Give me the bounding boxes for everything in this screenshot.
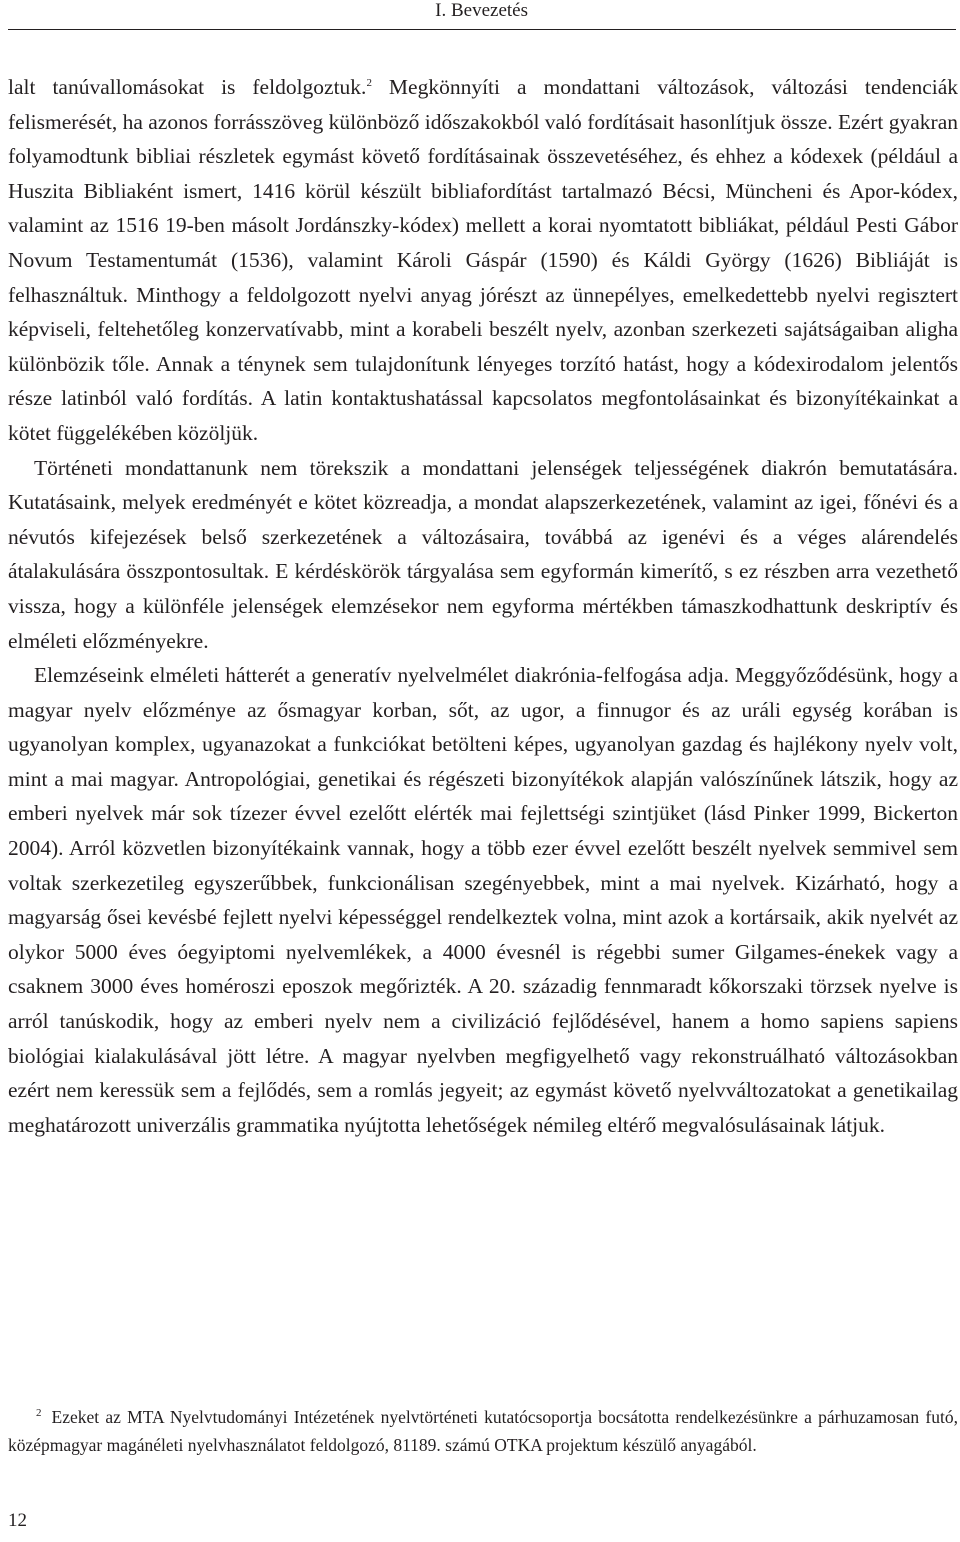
paragraph-1-start: lalt tanúvallomásokat is feldolgoztuk. xyxy=(8,75,367,99)
running-header xyxy=(0,0,960,34)
body-text xyxy=(8,70,958,1142)
footnote-number: 2 xyxy=(36,1407,42,1420)
footnote xyxy=(8,1404,958,1460)
footnote-text: Ezeket az MTA Nyelvtudományi Intézetének nyelvtörténeti kutatócsoportja bocsátotta rendelkezésünkre a párhuzamosan futó, középmagyar magánéleti nyelvhasználatot feldolgozó, 81189. számú OTKA projektum készülő anyagából. xyxy=(8,1407,958,1455)
footnote-reference[interactable]: 2 xyxy=(366,76,372,89)
paragraph-1-rest: Megkönnyíti a mondattani változások, változási tendenciák felismerését, ha azonos forrásszöveg különböző időszakokból való fordításait hasonlítjuk össze. Ezért gyakran folyamodtunk bibliai részletek egymást követő fordításainak összevetéséhez, és ehhez a kódexek (például a Huszita Bibliaként ismert, 1416 körül készült bibliafordítást tartalmazó Bécsi, Müncheni és Apor-kódex, valamint az 1516 19-ben másolt Jordánszky-kódex) mellett a korai nyomtatott bibliákat, például Pesti Gábor Novum Testamentumát (1536), valamint Károli Gáspár (1590) és Káldi György (1626) Bibliáját is felhasználtuk. Minthogy a feldolgozott nyelvi anyag jórészt az ünnepélyes, emelkedettebb nyelvi regisztert képviseli, feltehetőleg konzervatívabb, mint a korabeli beszélt nyelv, azonban szerkezeti sajátságaiban aligha különbözik tőle. Annak a ténynek sem tulajdonítunk lényeges torzító hatást, hogy a kódexirodalom jelentős része latinból való fordítás. A latin kontaktushatással kapcsolatos megfontolásainkat és bizonyítékainkat a kötet függelékében közöljük. xyxy=(8,75,959,445)
header-rule xyxy=(8,29,956,30)
chapter-title: I. Bevezetés xyxy=(435,0,528,21)
paragraph-3: Elemzéseink elméleti hátterét a generatív nyelvelmélet diakrónia-felfogása adja. Meggyőződésünk, hogy a magyar nyelv előzménye az ősmagyar korban, sőt, az ugor, a finnugor és az uráli egység korában is ugyanolyan komplex, ugyanazokat a funkciókat betölteni képes, ugyanolyan gazdag és hajlékony nyelv volt, mint a mai magyar. Antropológiai, genetikai és régészeti bizonyítékok alapján valószínűnek látszik, hogy az emberi nyelvek már sok tízezer évvel ezelőtt elérték mai fejlettségi szintjüket (lásd Pinker 1999, Bickerton 2004). Arról közvetlen bizonyítékaink vannak, hogy a több ezer évvel ezelőtt beszélt nyelvek semmivel sem voltak szerkezetileg egyszerűbbek, funkcionálisan szegényebbek, mint a mai nyelvek. Kizárható, hogy a magyarság ősei kevésbé fejlett nyelvi képességgel rendelkeztek volna, mint azok a kortársaik, akik nyelvét az olykor 5000 éves óegyiptomi nyelvemlékek, a 4000 évesnél is régebbi sumer Gilgames-énekek vagy a csaknem 3000 éves homéroszi eposzok megőrizték. A 20. századig fennmaradt kőkorszaki törzsek nyelve is arról tanúskodik, hogy az emberi nyelv nem a civilizáció fejlődésével, hanem a homo sapiens sapiens biológiai kialakulásával jött létre. A magyar nyelvben megfigyelhető vagy rekonstruálható változásokban ezért nem keressük sem a fejlődés, sem a romlás jegyeit; az egymást követő nyelvváltozatokat a genetikailag meghatározott univerzális grammatika nyújtotta lehetőségek némileg eltérő megvalósulásainak látjuk. xyxy=(8,663,958,1137)
page-number: 12 xyxy=(8,1510,27,1531)
paragraph-1 xyxy=(8,70,958,451)
paragraph-2: Történeti mondattanunk nem törekszik a mondattani jelenségek teljességének diakrón bemutatására. Kutatásaink, melyek eredményét e kötet közreadja, a mondat alapszerkezetének, valamint az igei, főnévi és a névutós kifejezések belső szerkezetének a változásaira, továbbá az igenévi és a véges alárendelés átalakulására összpontosultak. E kérdéskörök tárgyalása sem egyformán kimerítő, s ez részben arra vezethető vissza, hogy a különféle jelenségek elemzésekor nem egyforma mértékben támaszkodhattunk deskriptív és elméleti előzményekre. xyxy=(8,455,958,653)
